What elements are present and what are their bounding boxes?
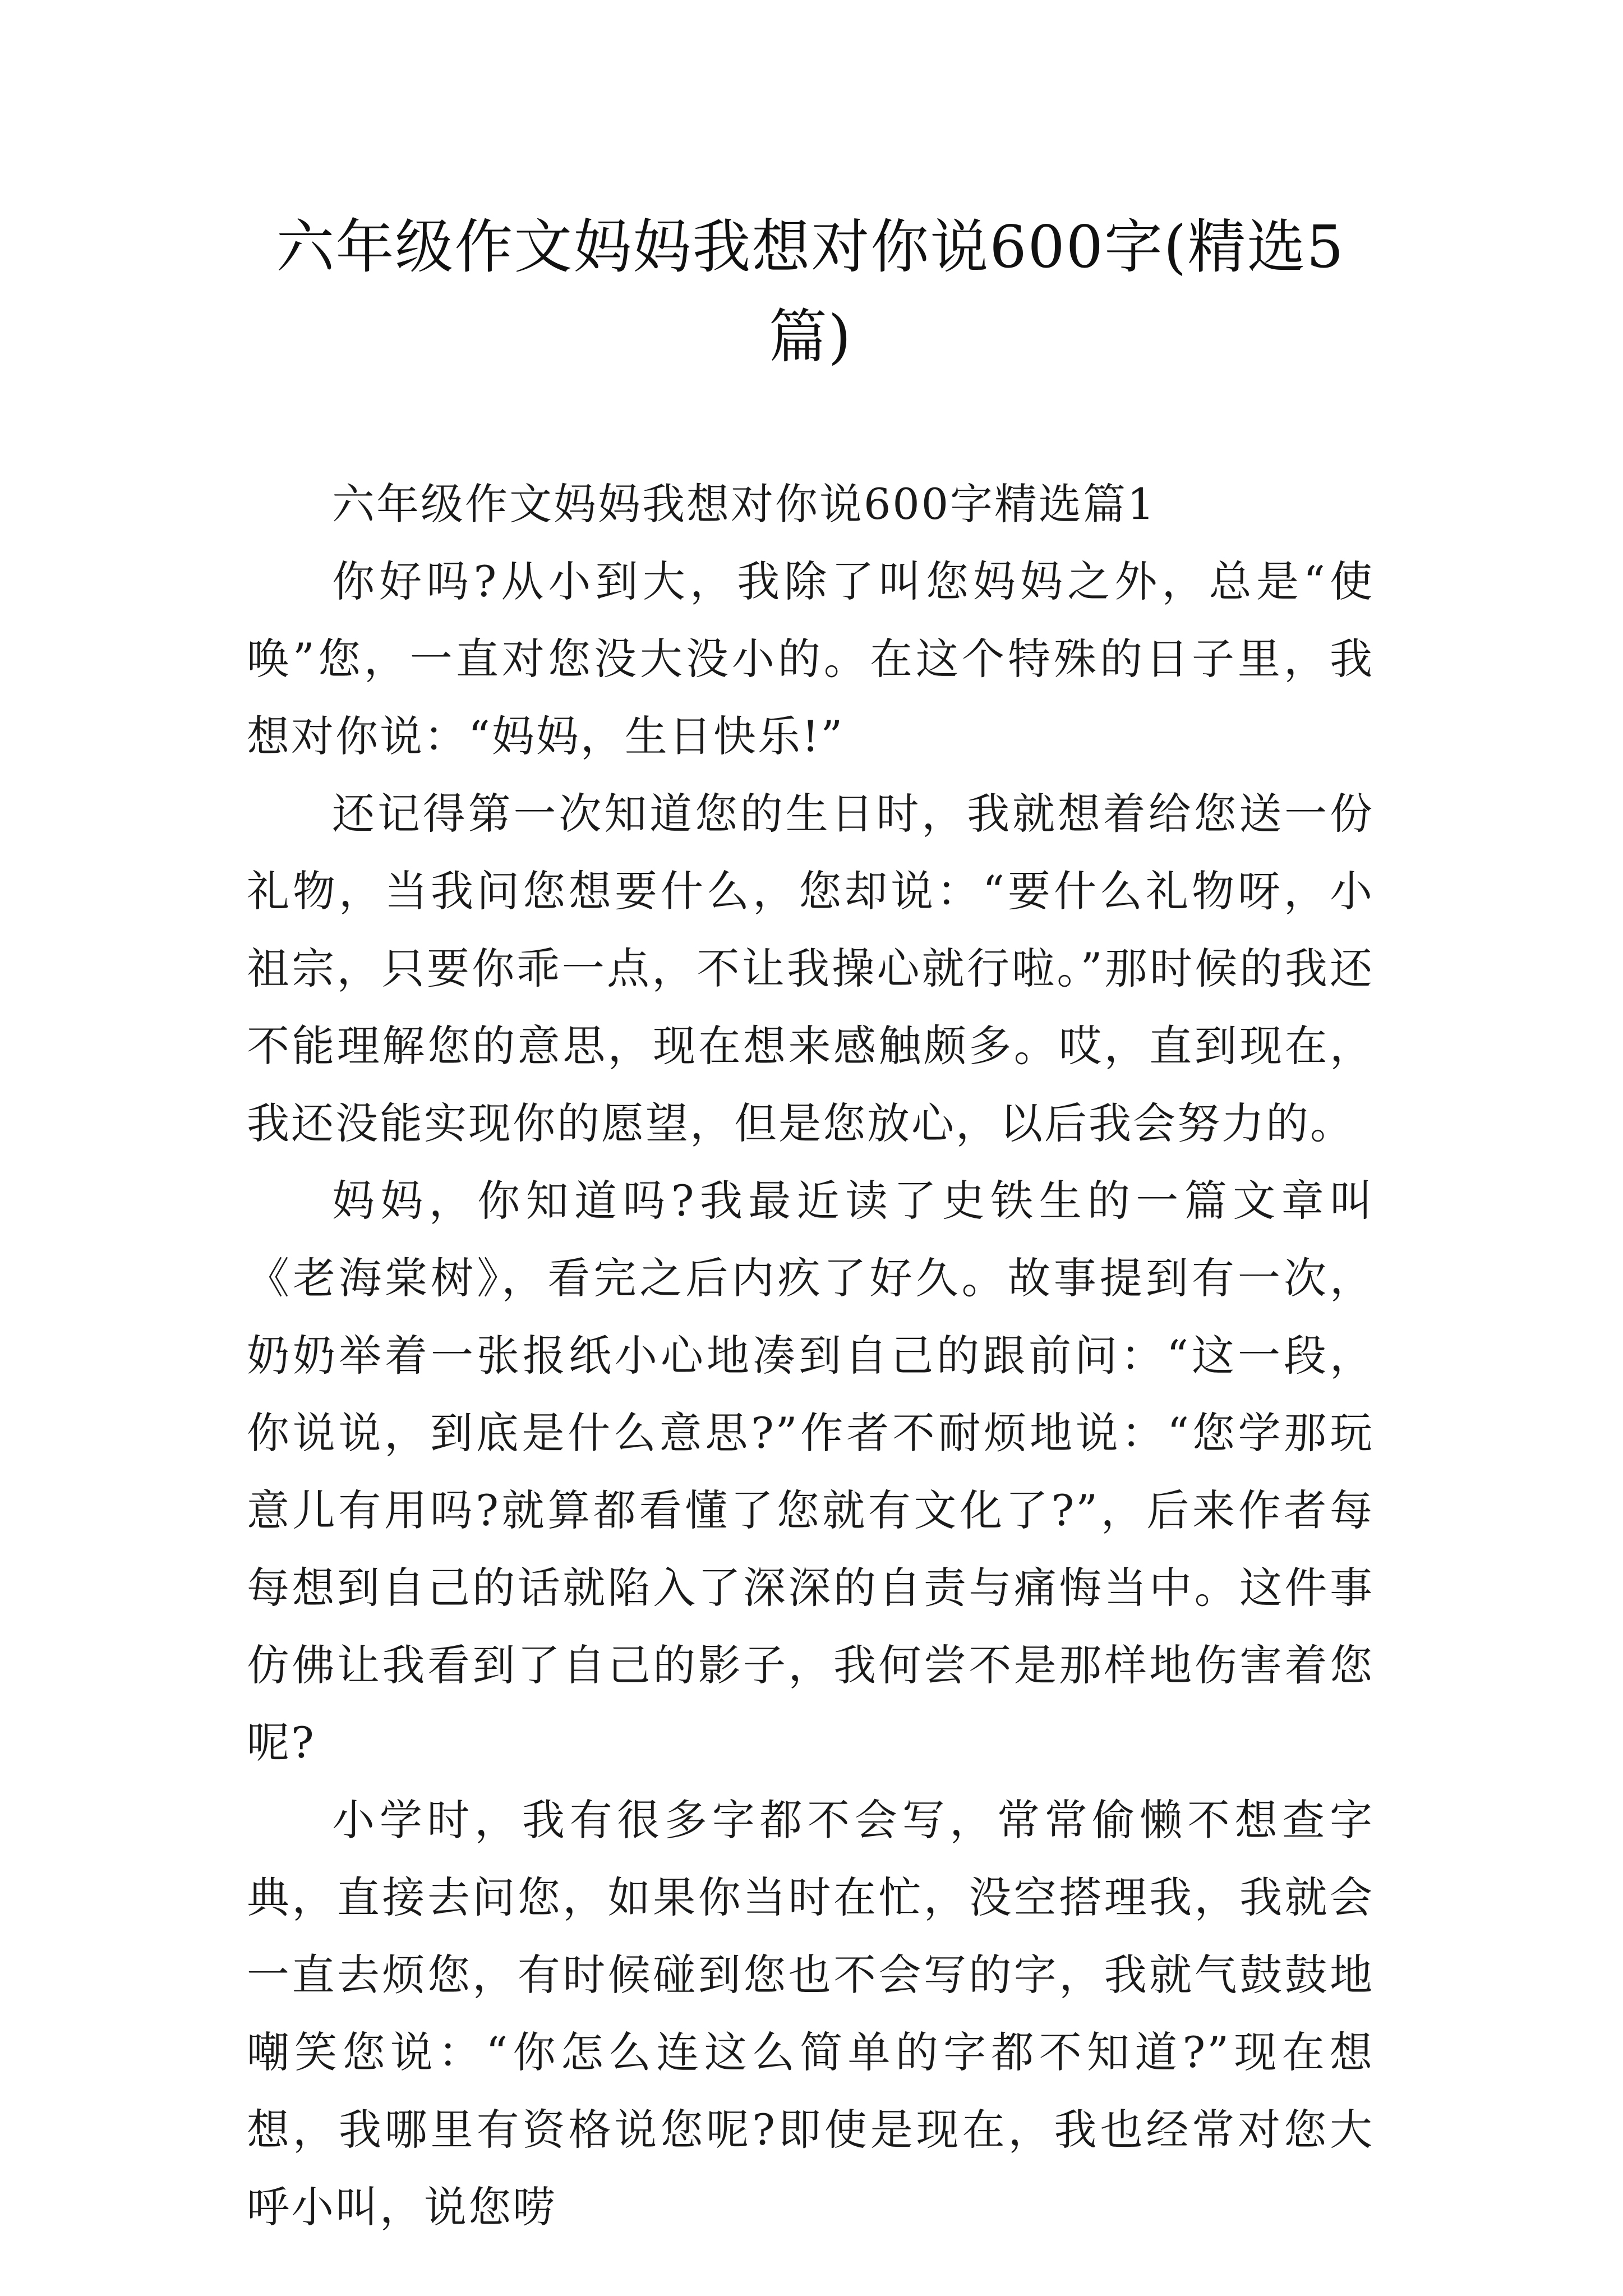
document-title: 六年级作文妈妈我想对你说600字(精选5篇) xyxy=(276,213,1345,371)
document-body xyxy=(247,466,1374,2246)
paragraph: 你好吗?从小到大，我除了叫您妈妈之外，总是“使唤”您，一直对您没大没小的。在这个特殊的日子里，我想对你说：“妈妈，生日快乐!” xyxy=(247,556,1374,761)
paragraph: 妈妈，你知道吗?我最近读了史铁生的一篇文章叫《老海棠树》，看完之后内疚了好久。故事提到有一次，奶奶举着一张报纸小心地凑到自己的跟前问：“这一段，你说说，到底是什么意思?”作者不耐烦地说：“您学那玩意儿有用吗?就算都看懂了您就有文化了?”，后来作者每每想到自己的话就陷入了深深的自责与痛悔当中。这件事仿佛让我看到了自己的影子，我何尝不是那样地伤害着您呢? xyxy=(247,1176,1374,1768)
paragraph: 小学时，我有很多字都不会写，常常偷懒不想查字典，直接去问您，如果你当时在忙，没空搭理我，我就会一直去烦您，有时候碰到您也不会写的字，我就气鼓鼓地嘲笑您说：“你怎么连这么简单的字都不知道?”现在想想，我哪里有资格说您呢?即使是现在，我也经常对您大呼小叫，说您唠 xyxy=(247,1795,1374,2232)
section-heading: 六年级作文妈妈我想对你说600字精选篇1 xyxy=(332,479,1156,529)
paragraph: 还记得第一次知道您的生日时，我就想着给您送一份礼物，当我问您想要什么，您却说：“要什么礼物呀，小祖宗，只要你乖一点，不让我操心就行啦。”那时候的我还不能理解您的意思，现在想来感触颇多。哎，直到现在，我还没能实现你的愿望，但是您放心，以后我会努力的。 xyxy=(247,789,1374,1148)
